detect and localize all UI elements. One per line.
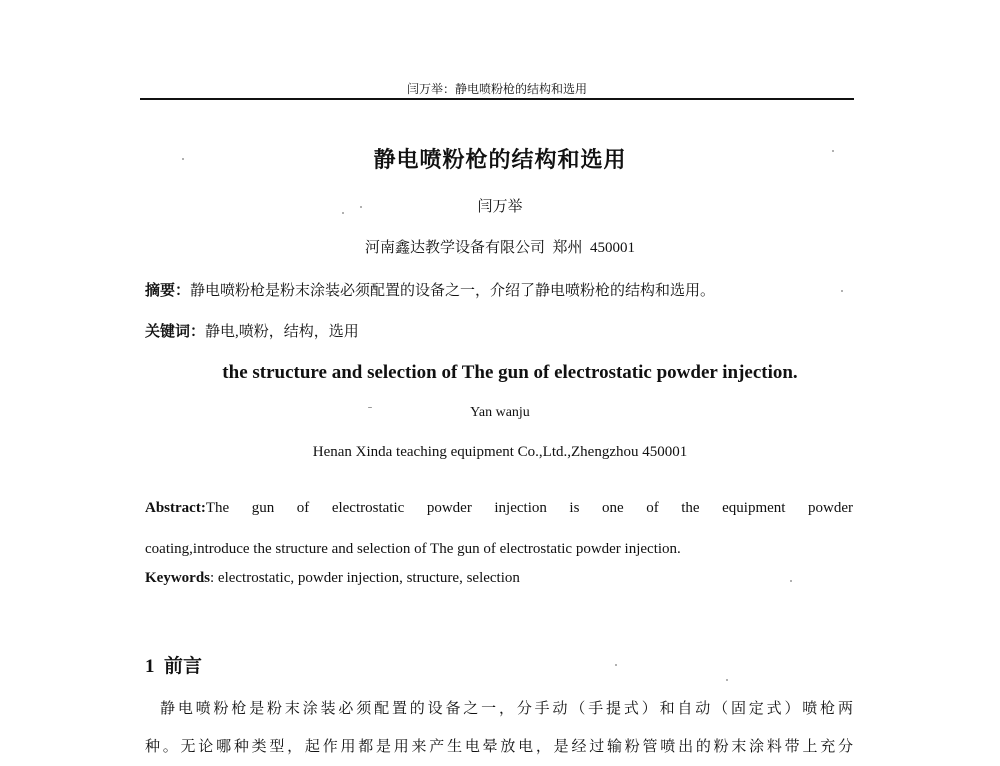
keywords-en-label: Keywords <box>145 570 210 586</box>
affiliation-cn: 河南鑫达教学设备有限公司 郑州 450001 <box>364 240 635 256</box>
abstract-en-line2: coating,introduce the structure and selection of The gun of electrostatic powder injection. <box>145 541 681 557</box>
abstract-cn-text: 静电喷粉枪是粉末涂装必须配置的设备之一，介绍了静电喷粉枪的结构和选用。 <box>190 283 716 299</box>
author-cn: 闫万举 <box>477 199 523 215</box>
abstract-cn-label: 摘要： <box>145 283 191 299</box>
scan-speck <box>790 580 792 582</box>
scan-speck <box>342 212 344 214</box>
keywords-cn-label: 关键词： <box>145 324 206 340</box>
keywords-en-text: : electrostatic, powder injection, structure, selection <box>210 570 520 586</box>
keywords-cn-text: 静电,喷粉，结构，选用 <box>205 324 359 340</box>
scan-speck <box>832 150 834 152</box>
abstract-en-label: Abstract: <box>145 500 206 516</box>
section-heading-intro: 1 前言 <box>145 656 203 677</box>
scan-speck <box>360 206 362 208</box>
body-line-2: 种。无论哪种类型，起作用都是用来产生电晕放电，是经过输粉管喷出的粉末涂料带上充分 <box>145 739 853 755</box>
scan-speck <box>726 679 728 681</box>
abstract-en-line1: Abstract:The gun of electrostatic powder injection is one of the equipment powder <box>145 500 853 516</box>
paper-title-en: the structure and selection of The gun of electrostatic powder injection. <box>222 362 798 383</box>
keywords-cn <box>145 320 359 341</box>
scan-speck <box>368 407 372 408</box>
affiliation-en: Henan Xinda teaching equipment Co.,Ltd.,Zhengzhou 450001 <box>312 444 688 460</box>
body-line-1: 静电喷粉枪是粉末涂装必须配置的设备之一，分手动（手提式）和自动（固定式）喷枪两 <box>160 701 853 717</box>
abstract-cn <box>145 279 715 300</box>
keywords-en <box>145 570 520 587</box>
scan-speck <box>841 290 843 292</box>
author-en: Yan wanju <box>470 405 530 420</box>
scan-speck <box>182 158 184 160</box>
paper-title-cn: 静电喷粉枪的结构和选用 <box>373 147 627 172</box>
scan-speck <box>615 664 617 666</box>
abstract-en <box>145 488 853 570</box>
header-rule <box>140 98 854 100</box>
section-body-intro <box>145 690 853 766</box>
running-head: 闫万举：静电喷粉枪的结构和选用 <box>406 82 587 96</box>
